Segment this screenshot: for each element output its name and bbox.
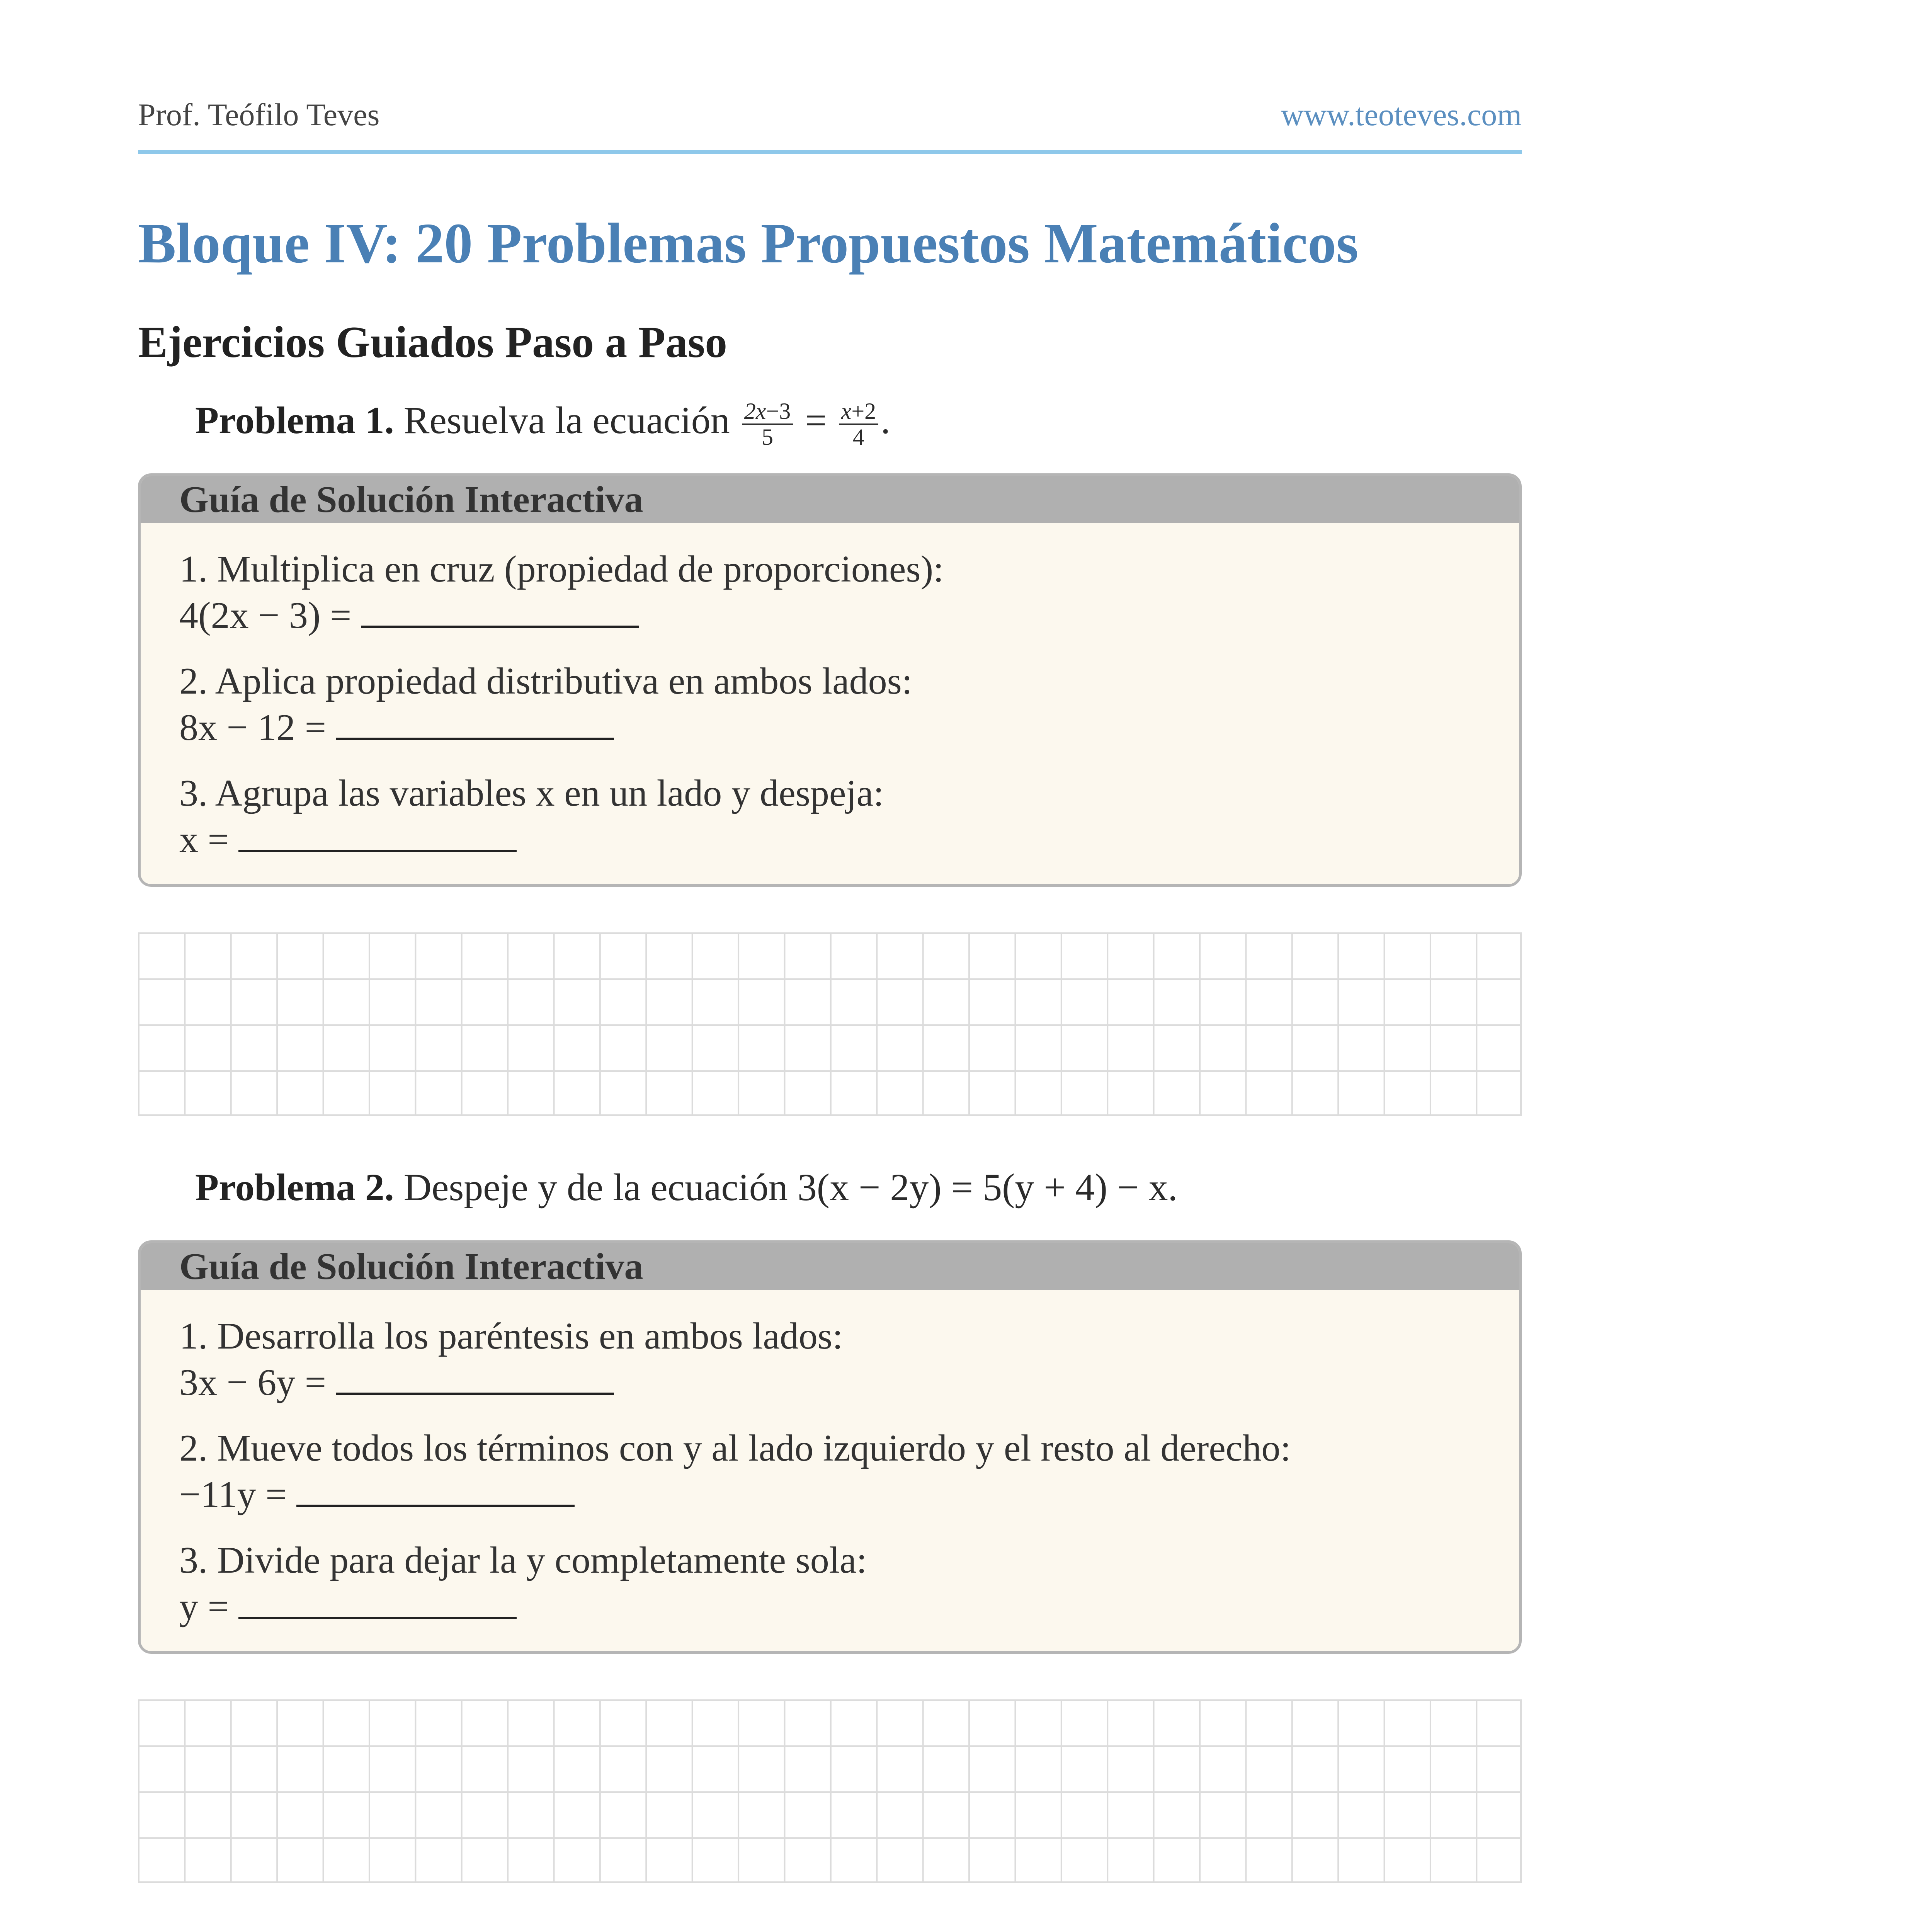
header-url[interactable]: www.teoteves.com: [1281, 97, 1522, 132]
answer-blank[interactable]: [336, 1389, 614, 1395]
solution-guide-2: [138, 1240, 1522, 1654]
guide-1-step-3-answer: [179, 818, 517, 861]
guide-1-step-2-expr: 8x − 12 =: [179, 707, 327, 748]
guide-1-step-3-expr: x =: [179, 819, 229, 861]
scratch-grid-1[interactable]: [138, 932, 1522, 1116]
guide-2-step-1-answer: [179, 1361, 614, 1404]
answer-blank[interactable]: [296, 1501, 575, 1507]
guide-1-step-1-expr: 4(2x − 3) =: [179, 595, 352, 636]
guide-1-title: Guía de Solución Interactiva: [141, 476, 1519, 523]
answer-blank[interactable]: [361, 622, 639, 628]
problem-1-label: Problema 1.: [195, 399, 394, 442]
guide-1-step-1: 1. Multiplica en cruz (propiedad de proporciones):: [179, 548, 944, 590]
problem-1-fraction-left: $\frac{2x-3}{5}$: [742, 399, 793, 449]
guide-2-step-3-answer: [179, 1585, 517, 1628]
guide-1-step-1-answer: [179, 594, 639, 637]
header-rule: [138, 150, 1522, 154]
guide-2-step-3: 3. Divide para dejar la y completamente sola:: [179, 1539, 867, 1581]
guide-2-step-1-expr: 3x − 6y =: [179, 1362, 327, 1403]
answer-blank[interactable]: [336, 734, 614, 740]
problem-1-text: Resuelva la ecuación: [403, 399, 730, 442]
header-author: Prof. Teófilo Teves: [138, 97, 380, 132]
page-title: Bloque IV: 20 Problemas Propuestos Matemáticos: [138, 212, 1359, 275]
guide-1-step-2-answer: [179, 706, 614, 749]
guide-2-step-2: 2. Mueve todos los términos con y al lado izquierdo y el resto al derecho:: [179, 1427, 1291, 1469]
solution-guide-1: [138, 473, 1522, 887]
guide-2-step-3-expr: y =: [179, 1586, 229, 1628]
guide-2-title: Guía de Solución Interactiva: [141, 1243, 1519, 1290]
guide-1-step-3: 3. Agrupa las variables x en un lado y despeja:: [179, 772, 884, 814]
guide-2-step-1: 1. Desarrolla los paréntesis en ambos lados:: [179, 1315, 843, 1357]
answer-blank[interactable]: [238, 846, 517, 852]
scratch-grid-2[interactable]: [138, 1699, 1522, 1883]
guide-1-step-2: 2. Aplica propiedad distributiva en ambos lados:: [179, 660, 913, 702]
section-title: Ejercicios Guiados Paso a Paso: [138, 318, 727, 367]
guide-2-step-2-answer: [179, 1473, 575, 1516]
problem-2-text: Despeje y de la ecuación 3(x − 2y) = 5(y + 4) − x.: [403, 1166, 1178, 1209]
problem-1-statement: Problema 1. Resuelva la ecuación $\frac{2x-3}{5}$ = $\frac{x+2}{4}$ .: [195, 398, 891, 450]
answer-blank[interactable]: [238, 1613, 517, 1619]
problem-2-label: Problema 2.: [195, 1166, 394, 1209]
problem-1-fraction-right: $\frac{x+2}{4}$: [839, 399, 878, 449]
guide-2-step-2-expr: −11y =: [179, 1474, 287, 1515]
problem-2-statement: [195, 1165, 1177, 1209]
